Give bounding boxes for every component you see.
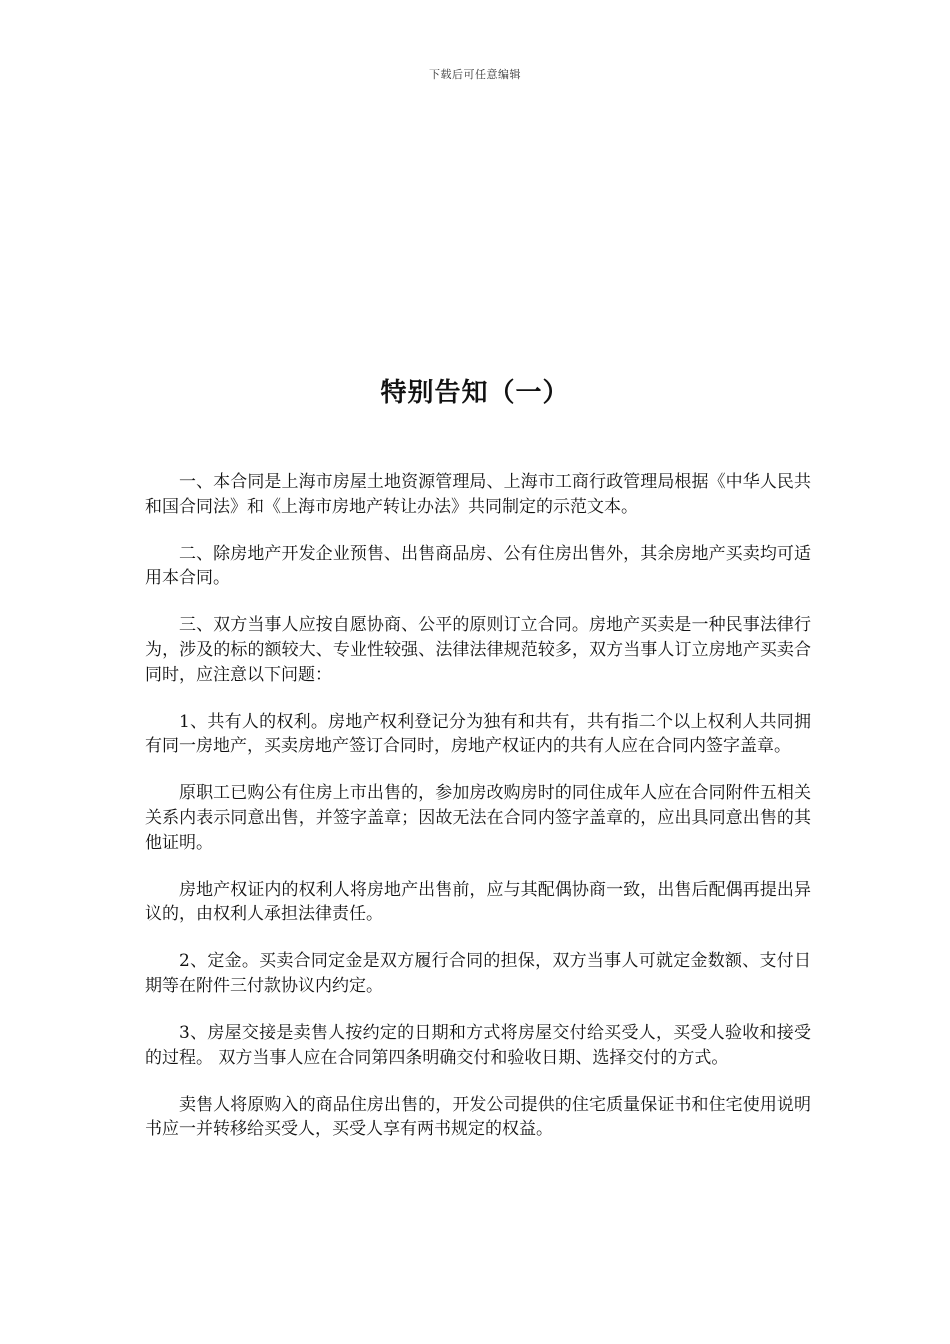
document-title: 特别告知（一） [380,378,570,408]
document-body [145,470,811,1164]
paragraph-1: 一、本合同是上海市房屋土地资源管理局、上海市工商行政管理局根据《中华人民共和国合同法》和《上海市房地产转让办法》共同制定的示范文本。 [145,472,811,517]
paragraph-9: 卖售人将原购入的商品住房出售的，开发公司提供的住宅质量保证书和住宅使用说明书应一并转移给买受人，买受人享有两书规定的权益。 [145,1094,811,1140]
paragraph-2: 二、除房地产开发企业预售、出售商品房、公有住房出售外，其余房地产买卖均可适用本合同。 [145,543,811,589]
paragraph-6: 房地产权证内的权利人将房地产出售前，应与其配偶协商一致，出售后配偶再提出异议的，由权利人承担法律责任。 [145,879,811,925]
paragraph-3: 三、双方当事人应按自愿协商、公平的原则订立合同。房地产买卖是一种民事法律行为，涉及的标的额较大、专业性较强、法律法律规范较多，双方当事人订立房地产买卖合同时，应注意以下问题： [145,615,811,685]
header-note: 下载后可任意编辑 [429,68,521,81]
paragraph-8: 3、房屋交接是卖售人按约定的日期和方式将房屋交付给买受人，买受人验收和接受的过程。 双方当事人应在合同第四条明确交付和验收日期、选择交付的方式。 [145,1023,811,1068]
paragraph-7: 2、定金。买卖合同定金是双方履行合同的担保，双方当事人可就定金数额、支付日期等在附件三付款协议内约定。 [145,951,811,996]
paragraph-4: 1、共有人的权利。房地产权利登记分为独有和共有，共有指二个以上权利人共同拥有同一房地产，买卖房地产签订合同时，房地产权证内的共有人应在合同内签字盖章。 [145,711,811,757]
paragraph-5: 原职工已购公有住房上市出售的，参加房改购房时的同住成年人应在合同附件五相关关系内表示同意出售，并签字盖章；因故无法在合同内签字盖章的，应出具同意出售的其他证明。 [145,783,811,853]
